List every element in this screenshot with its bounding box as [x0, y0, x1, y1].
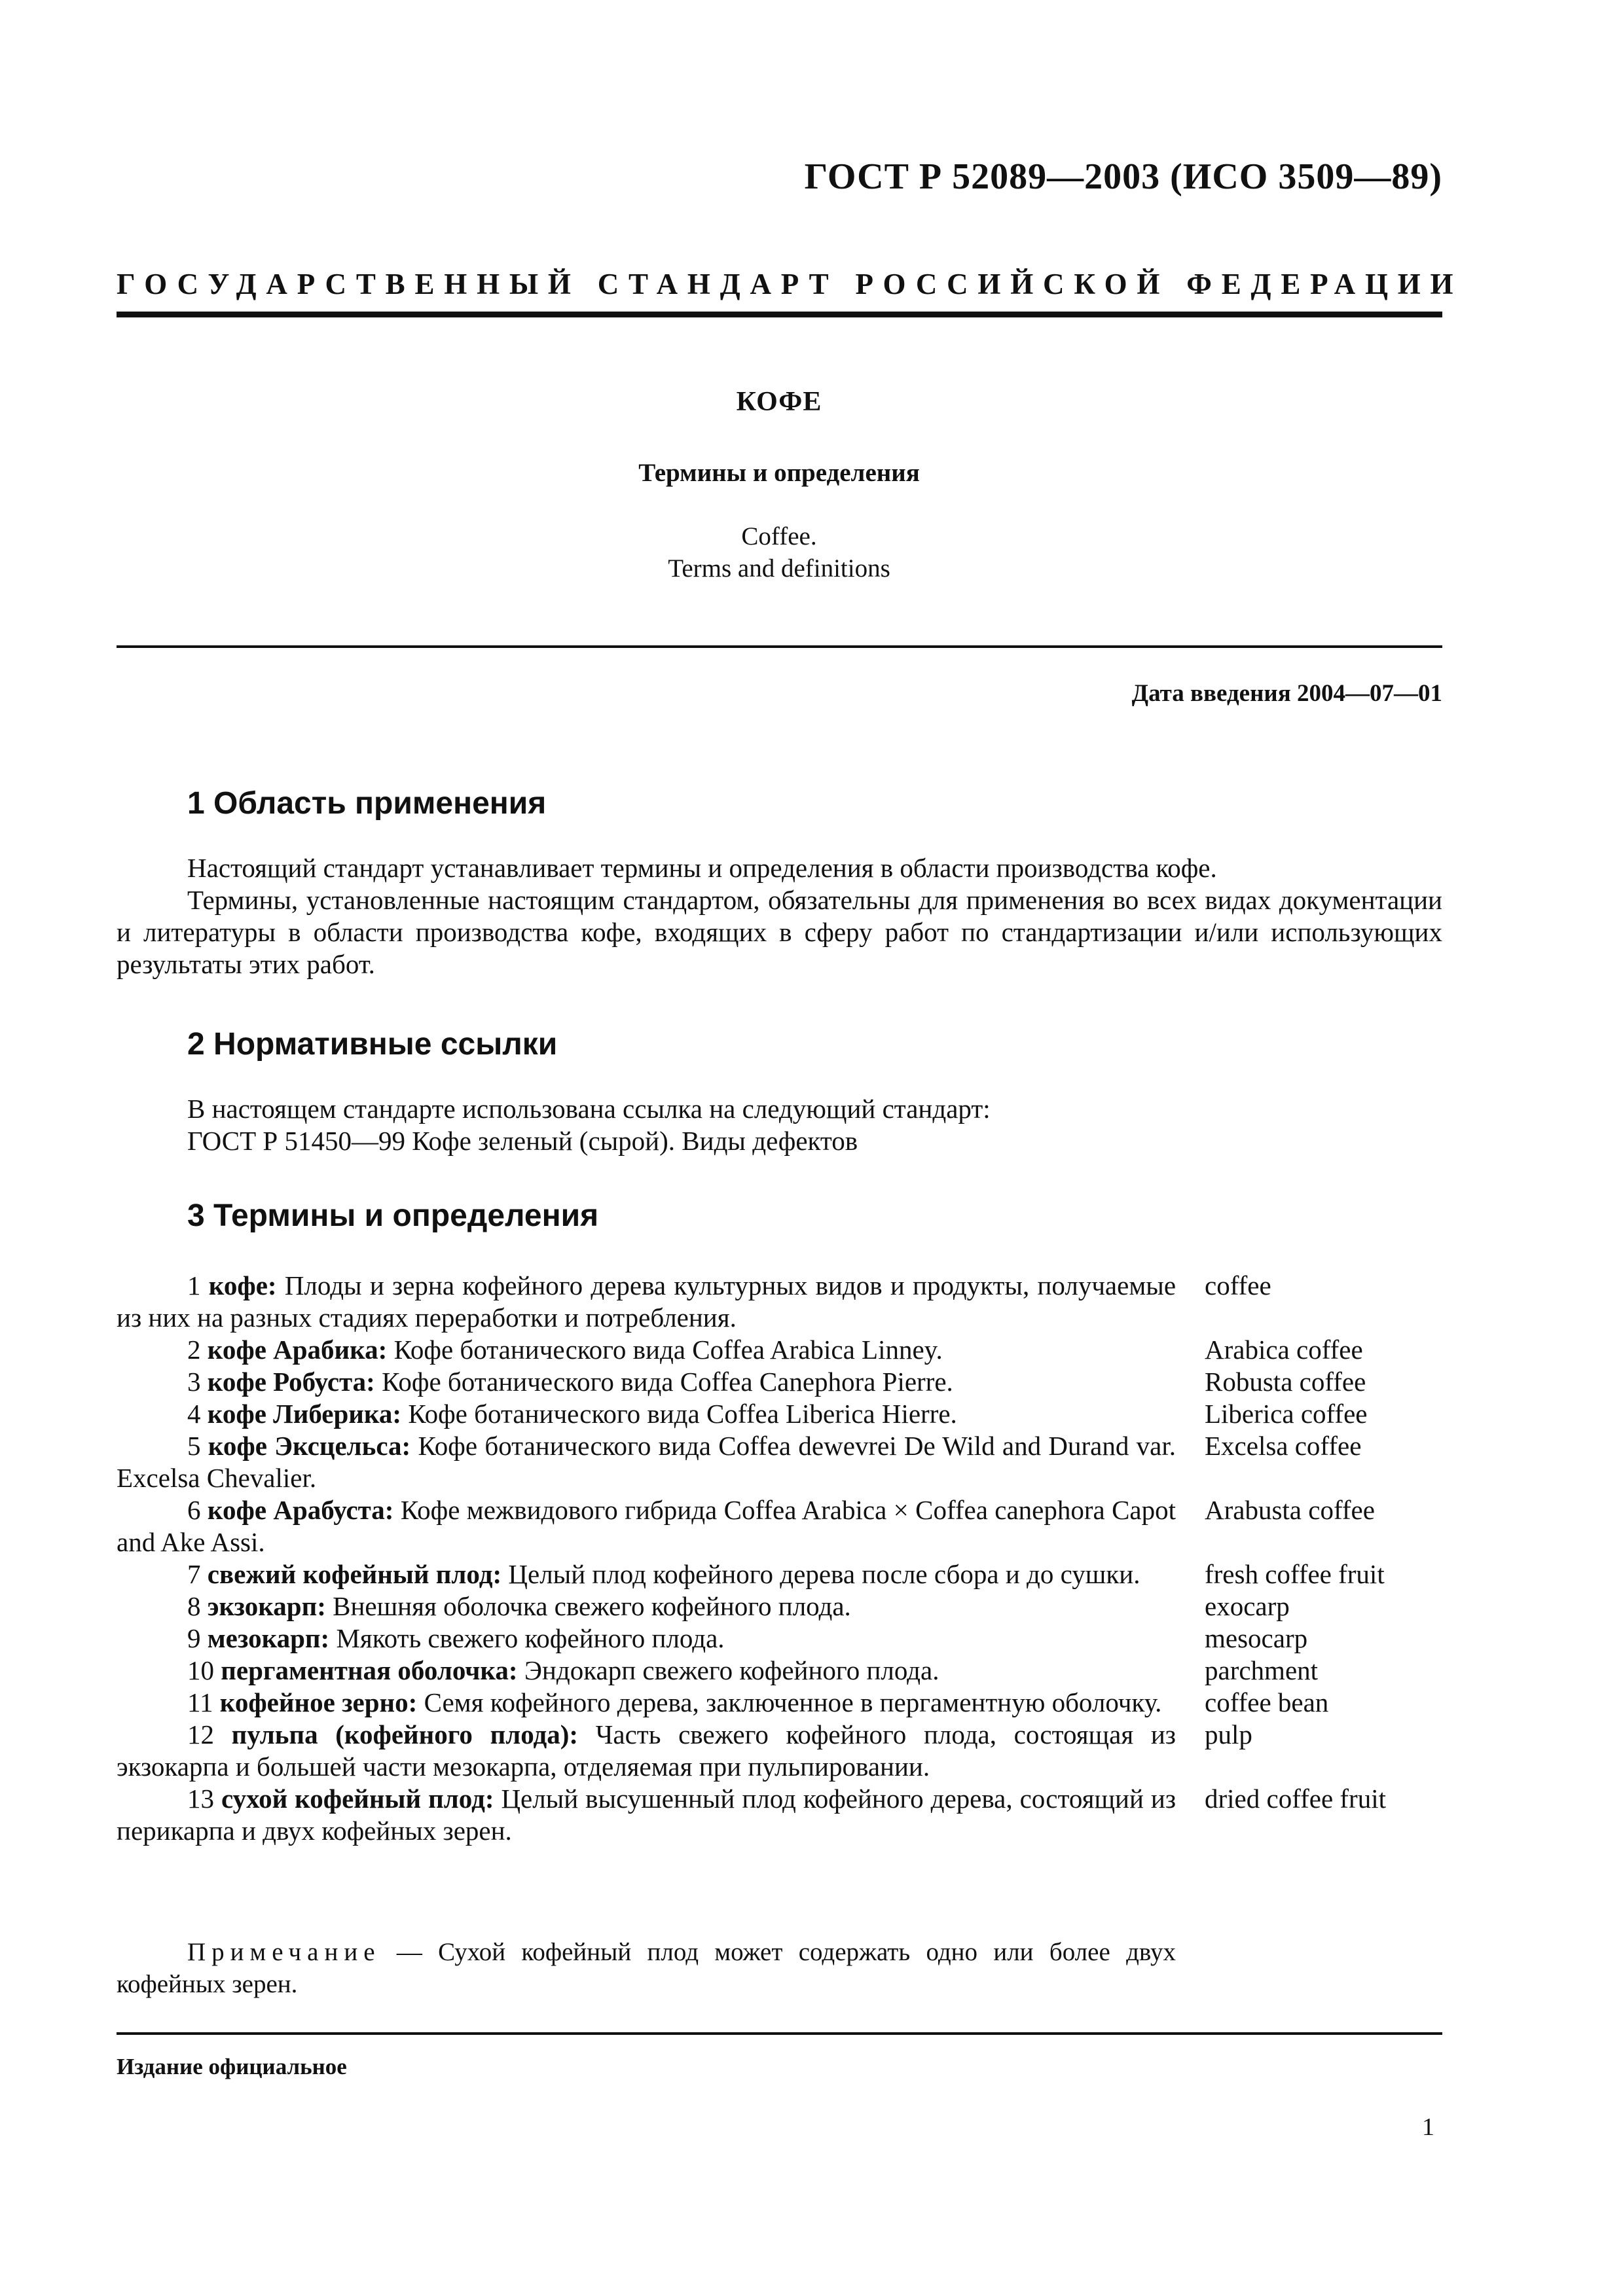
page-number: 1: [1422, 2113, 1434, 2141]
term-definition: [117, 1398, 1176, 1430]
section-3-heading: 3 Термины и определения: [187, 1198, 599, 1233]
term-english: mesocarp: [1205, 1623, 1308, 1653]
document-code: ГОСТ Р 52089—2003 (ИСО 3509—89): [804, 156, 1442, 197]
term-definition: [117, 1590, 1176, 1623]
term-text: Кофе ботанического вида Coffea Arabica Linney.: [393, 1335, 943, 1365]
edition-label: Издание официальное: [117, 2054, 347, 2079]
term-number: 3: [187, 1367, 201, 1397]
term-number: 4: [187, 1399, 201, 1429]
term-english: fresh coffee fruit: [1205, 1559, 1385, 1589]
state-standard-heading: ГОСУДАРСТВЕННЫЙ СТАНДАРТ РОССИЙСКОЙ ФЕДЕРАЦИИ: [117, 268, 1463, 300]
term-text: Плоды и зерна кофейного дерева культурных видов и продукты, получаемые из них на разных стадиях переработки и потребления.: [117, 1270, 1176, 1333]
term-name: кофе Эксцельса:: [208, 1431, 411, 1461]
term-text: Кофе ботанического вида Coffea Liberica Hierre.: [408, 1399, 957, 1429]
term-text: Кофе межвидового гибрида Coffea Arabica × Coffea canephora Capot and Ake Assi.: [117, 1495, 1176, 1557]
term-number: 8: [187, 1591, 201, 1621]
term-name: кофе Либерика:: [207, 1399, 402, 1429]
terms-list: [117, 1270, 1442, 1847]
term-english: dried coffee fruit: [1205, 1784, 1386, 1814]
term-text: Кофе ботанического вида Coffea dewevrei De Wild and Durand var. Excelsa Chevalier.: [117, 1431, 1176, 1493]
term-text: Целый высушенный плод кофейного дерева, состоящий из перикарпа и двух кофейных зерен.: [117, 1784, 1176, 1846]
term-english: exocarp: [1205, 1591, 1290, 1621]
term-definition: [117, 1655, 1176, 1687]
header-divider: [117, 312, 1442, 317]
term-definition: [117, 1366, 1176, 1398]
term-row: [117, 1590, 1442, 1623]
term-row: [117, 1655, 1442, 1687]
section-1-body: [117, 852, 1442, 980]
term-english: parchment: [1205, 1655, 1319, 1685]
term-name: кофейное зерно:: [219, 1687, 418, 1717]
term-english: Excelsa coffee: [1205, 1431, 1362, 1461]
note-text: — Сухой кофейный плод может содержать одно или более двух кофейных зерен.: [117, 1938, 1176, 1998]
term-english: Liberica coffee: [1205, 1399, 1368, 1429]
section-1-paragraph-2: Термины, установленные настоящим стандартом, обязательны для применения во всех видах документации и литературы в области производства кофе, входящих в сферу работ по стандартизации и/или использующих результаты этих работ.: [117, 885, 1442, 979]
document-title: КОФЕ: [736, 387, 822, 417]
term-name: кофе Робуста:: [207, 1367, 375, 1397]
term-row: [117, 1366, 1442, 1398]
term-definition: [117, 1334, 1176, 1366]
term-row: [117, 1430, 1442, 1494]
term-english: pulp: [1205, 1719, 1252, 1749]
term-number: 12: [187, 1719, 214, 1749]
english-title: [0, 520, 1558, 584]
section-1-heading: 1 Область применения: [187, 786, 547, 821]
term-number: 10: [187, 1655, 214, 1685]
term-number: 2: [187, 1335, 201, 1365]
term-row: [117, 1558, 1442, 1590]
term-text: Часть свежего кофейного плода, состоящая из экзокарпа и большей части мезокарпа, отделяемая при пульпировании.: [117, 1719, 1176, 1782]
term-text: Семя кофейного дерева, заключенное в пергаментную оболочку.: [424, 1687, 1162, 1717]
term-row: [117, 1398, 1442, 1430]
term-text: Целый плод кофейного дерева после сбора и до сушки.: [508, 1559, 1140, 1589]
term-row: [117, 1687, 1442, 1719]
term-name: мезокарп:: [207, 1623, 330, 1653]
term-text: Кофе ботанического вида Coffea Canephora Pierre.: [382, 1367, 953, 1397]
section-1-paragraph-1: Настоящий стандарт устанавливает термины и определения в области производства кофе.: [187, 853, 1217, 883]
term-row: [117, 1623, 1442, 1655]
term-name: кофе Арабуста:: [207, 1495, 394, 1525]
term-text: Внешняя оболочка свежего кофейного плода.: [333, 1591, 851, 1621]
section-2-heading: 2 Нормативные ссылки: [187, 1027, 558, 1062]
term-definition: [117, 1494, 1176, 1558]
section-2-line-2: ГОСТ Р 51450—99 Кофе зеленый (сырой). Виды дефектов: [187, 1126, 858, 1156]
term-name: кофе:: [208, 1270, 277, 1300]
term-number: 11: [187, 1687, 213, 1717]
section-2-line-1: В настоящем стандарте использована ссылка на следующий стандарт:: [187, 1094, 991, 1124]
term-definition: [117, 1430, 1176, 1494]
term-english: coffee bean: [1205, 1687, 1329, 1717]
term-text: Эндокарп свежего кофейного плода.: [524, 1655, 939, 1685]
term-definition: [117, 1270, 1176, 1334]
term-name: кофе Арабика:: [207, 1335, 388, 1365]
term-english: Arabusta coffee: [1205, 1495, 1375, 1525]
term-text: Мякоть свежего кофейного плода.: [336, 1623, 725, 1653]
term-definition: [117, 1783, 1176, 1847]
term-definition: [117, 1558, 1176, 1590]
term-row: [117, 1719, 1442, 1783]
term-english: coffee: [1205, 1270, 1271, 1300]
term-number: 6: [187, 1495, 201, 1525]
term-definition: [117, 1719, 1176, 1783]
term-english: Robusta coffee: [1205, 1367, 1366, 1397]
term-name: экзокарп:: [207, 1591, 326, 1621]
term-row: [117, 1783, 1442, 1847]
term-number: 7: [187, 1559, 201, 1589]
footer-divider: [117, 2032, 1442, 2035]
term-row: [117, 1270, 1442, 1334]
term-english: Arabica coffee: [1205, 1335, 1363, 1365]
term-definition: [117, 1623, 1176, 1655]
term-name: сухой кофейный плод:: [221, 1784, 494, 1814]
term-number: 13: [187, 1784, 214, 1814]
english-title-line-2: Terms and definitions: [668, 554, 890, 583]
title-divider: [117, 645, 1442, 648]
term-row: [117, 1494, 1442, 1558]
term-row: [117, 1334, 1442, 1366]
term-name: пульпа (кофейного плода):: [231, 1719, 579, 1749]
note-label: Примечание: [187, 1938, 381, 1966]
document-subtitle: Термины и определения: [638, 459, 920, 487]
note: [117, 1936, 1176, 2000]
introduction-date: Дата введения 2004—07—01: [1131, 680, 1442, 707]
term-name: пергаментная оболочка:: [221, 1655, 518, 1685]
term-number: 1: [187, 1270, 201, 1300]
english-title-line-1: Coffee.: [741, 522, 817, 550]
term-number: 5: [187, 1431, 201, 1461]
term-name: свежий кофейный плод:: [207, 1559, 502, 1589]
term-number: 9: [187, 1623, 201, 1653]
term-definition: [117, 1687, 1176, 1719]
